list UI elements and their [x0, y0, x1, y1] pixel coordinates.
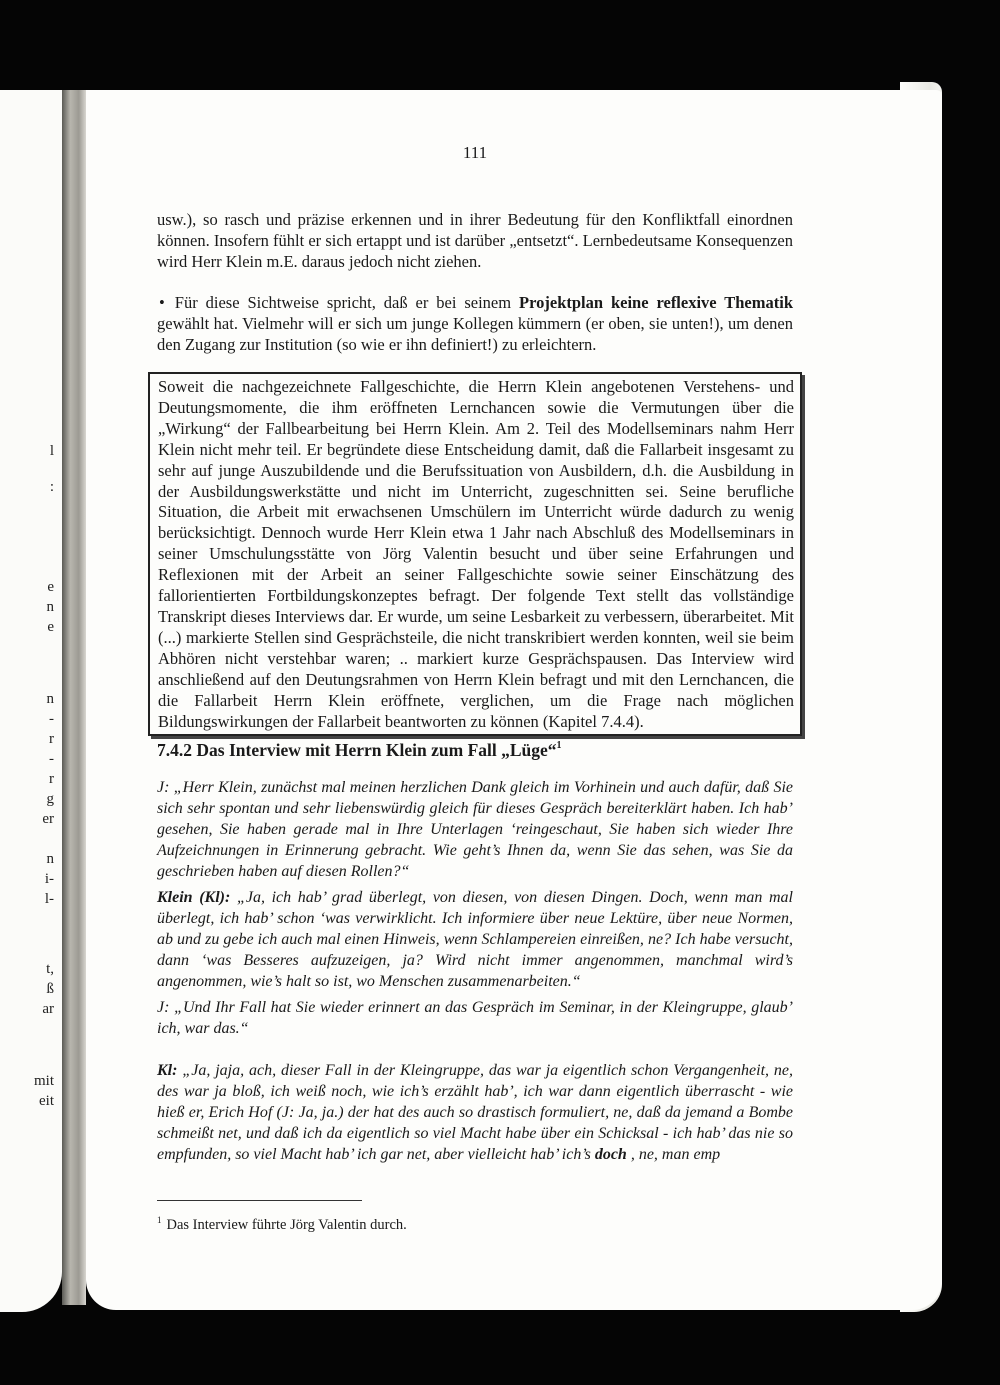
book-gutter: [62, 90, 86, 1305]
left-page-fragment: er: [42, 811, 54, 827]
left-page-fragment: ß: [46, 981, 54, 997]
left-page-fragment: l: [49, 443, 54, 459]
left-page-fragment: r: [49, 731, 54, 747]
turn-text: „Ja, ich hab’ grad überlegt, von diesen, von diesen Dingen. Doch, wenn man mal überlegt, ich hab’ schon ‘was verwirklicht. Ich informiere über neue Lektüre, über neue Normen, ab und zu gebe ich auch mal einen Hinweis, wenn Schlampereien einreißen, ne? Ich habe versucht, dann ‘was Besseres aufzuzeigen, ja? Wird nicht immer angenommen, manchmal wird’s angenommen, wie’s halt so ist, wo Menschen zusammenarbeiten.“: [157, 889, 793, 990]
left-page-fragment: -: [49, 751, 54, 767]
bullet-paragraph: [157, 292, 793, 355]
footnote-marker: 1: [157, 1215, 162, 1225]
left-page-fragment: e: [47, 579, 54, 595]
left-page-fragment: mit: [33, 1073, 54, 1089]
left-page-fragment: e: [47, 619, 54, 635]
footnote-divider: [157, 1200, 362, 1201]
speaker-label: J:: [157, 999, 170, 1016]
footnote-reference: 1: [556, 740, 562, 751]
bullet-text-before: Für diese Sichtweise spricht, daß er bei seinem: [174, 293, 520, 312]
section-heading-text: 7.4.2 Das Interview mit Herrn Klein zum Fall „Lüge“: [157, 740, 557, 760]
footnote-text: Das Interview führte Jörg Valentin durch.: [166, 1217, 407, 1233]
section-heading: [157, 735, 562, 761]
page-number: 111: [462, 143, 488, 162]
bullet-icon: •: [159, 293, 165, 312]
turn-text-bold: doch: [594, 1146, 627, 1163]
left-page-fragment: n: [46, 599, 54, 615]
left-page-fragment: -: [49, 711, 54, 727]
boxed-summary: Soweit die nachgezeichnete Fallgeschichte, die Herrn Klein angebotenen Verstehens- und Deutungsmomente, die ihm eröffneten Lernchancen sowie die Vermutungen über die „Wirkung“ der Fallbearbeitung bei Herrn Klein. Am 2. Teil des Modellseminars nahm Herr Klein nicht mehr teil. Er begründete diese Entscheidung damit, daß die Fallarbeit insgesamt zu sehr auf junge Auszubildende und die Berufssituation von Ausbildern, d.h. die Ausbildung in der Ausbildungswerkstätte und nicht im Unterricht, zugeschnitten sei. Seine berufliche Situation, die Arbeit mit erwachsenen Umschülern im Unterricht würde dadurch zu wenig berücksichtigt. Dennoch wurde Herr Klein etwa 1 Jahr nach Abschluß des Modellseminars in seiner Umschulungsstätte von Jörg Valentin besucht und über seine Erfahrungen und Reflexionen mit der Arbeit an seiner Fallgeschichte sowie seiner Einschätzung des fallorientierten Fortbildungskonzeptes befragt. Der folgende Text stellt das vollständige Transkript dieses Interviews dar. Er wurde, um seine Lesbarkeit zu verbessern, überarbeitet. Mit (...) markierte Stellen sind Gesprächsteile, die nicht transkribiert werden konnten, weil sie beim Abhören nicht verstehbar waren; .. markiert kurze Gesprächspausen. Das Interview wird anschließend auf den Deutungsrahmen von Herrn Klein befragt und mit den Lernchancen, die die Fallarbeit Herrn Klein eröffnete, verglichen, um die Frage nach möglichen Bildungswirkungen der Fallarbeit beantworten zu können (Kapitel 7.4.4).: [148, 372, 802, 736]
interview-turn-klein-2: [157, 1060, 793, 1165]
turn-text-after: , ne, man emp: [626, 1146, 721, 1163]
interview-turn-klein-1: [157, 887, 793, 992]
paragraph-continuation: usw.), so rasch und präzise erkennen und in ihrer Bedeutung für den Konfliktfall einordnen können. Insofern fühlt er sich ertappt und ist darüber „entsetzt“. Lernbedeutsame Konsequenzen wird Herr Klein m.E. daraus jedoch nicht ziehen.: [157, 210, 793, 271]
interview-turn-j-1: [157, 777, 793, 882]
speaker-label: Klein (Kl):: [157, 889, 231, 906]
bullet-text-after: gewählt hat. Vielmehr will er sich um junge Kollegen kümmern (er oben, sie unten!), um denen den Zugang zur Institution (so wie er ihn definiert!) zu erleichtern.: [157, 314, 793, 354]
left-page-fragment: :: [49, 479, 54, 495]
left-page-text-fragments: [0, 90, 60, 1312]
footnote: [157, 1210, 407, 1236]
left-page: [0, 90, 62, 1312]
bullet-text-bold: Projektplan keine reflexive Thematik: [519, 293, 793, 312]
left-page-fragment: i-: [44, 871, 54, 887]
left-page-fragment: n: [46, 691, 54, 707]
left-page-fragment: eit: [39, 1093, 54, 1109]
interview-turn-j-2: [157, 997, 793, 1039]
speaker-label: J:: [157, 779, 170, 796]
turn-text: „Und Ihr Fall hat Sie wieder erinnert an das Gespräch im Seminar, in der Kleingruppe, glaub’ ich, war das.“: [157, 999, 793, 1037]
left-page-fragment: ar: [42, 1001, 54, 1017]
turn-text-before: „Ja, jaja, ach, dieser Fall in der Kleingruppe, das war ja eigentlich schon Vergangenheit, ne, des war ja bloß, ich weiß noch, wie ich’s erzählt hab’, ich war dann eigentlich überrascht - wie hieß er, Erich Hof (J: Ja, ja.) der hat des auch so drastisch formuliert, ne, daß da jemand a Bombe schmeißt net, und daß ich da eigentlich so viel Macht habe über ein Schicksal - ich hab’ das nie so empfunden, so viel Macht hab’ ich gar net, aber vielleicht hab’ ich’s: [157, 1062, 793, 1163]
speaker-label: Kl:: [157, 1062, 178, 1079]
turn-text: „Herr Klein, zunächst mal meinen herzlichen Dank gleich im Vorhinein und auch dafür, daß Sie sich sehr spontan und sehr liebenswürdig gleich für dieses Gespräch bereiterklärt haben. Ich hab’ gesehen, Sie haben gerade mal in Ihre Unterlagen ‘reingeschaut, Sie haben sich wieder Ihre Aufzeichnungen in Erinnerung gebracht. Wie geht’s Ihnen da, wenn Sie das sehen, was Sie da geschrieben haben auf diesen Rollen?“: [157, 779, 793, 880]
left-page-fragment: n: [46, 851, 54, 867]
left-page-fragment: r: [49, 771, 54, 787]
left-page-fragment: t,: [46, 961, 54, 977]
left-page-fragment: g: [46, 791, 54, 807]
left-page-fragment: l-: [44, 891, 54, 907]
